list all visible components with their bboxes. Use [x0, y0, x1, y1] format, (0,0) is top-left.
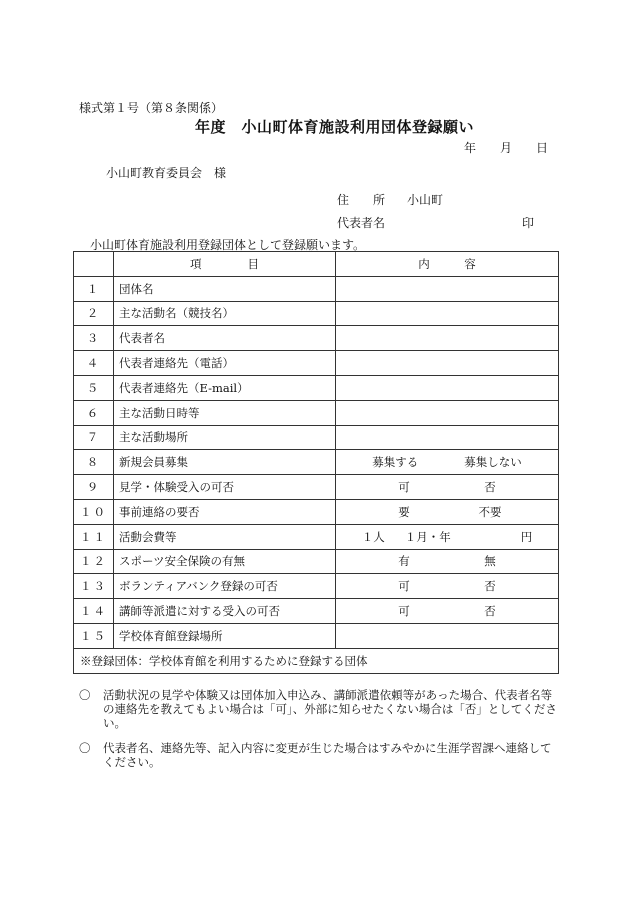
option-2[interactable]: 否 — [484, 604, 496, 619]
row-content-cell[interactable] — [336, 400, 559, 425]
table-footnote: ※登録団体：学校体育館を利用するために登録する団体 — [74, 648, 559, 673]
row-content-cell[interactable] — [336, 276, 559, 301]
date-month-label: 月 — [500, 141, 513, 155]
row-content-cell[interactable] — [336, 599, 559, 624]
row-item-label: 見学・体験受入の可否 — [114, 475, 336, 500]
footnote-row — [74, 648, 559, 673]
table-row — [74, 276, 559, 301]
row-content-cell[interactable] — [336, 499, 559, 524]
row-number: ５ — [74, 375, 114, 400]
row-number: ２ — [74, 301, 114, 326]
option-2[interactable]: 募集しない — [464, 455, 522, 470]
row-content-cell[interactable] — [336, 375, 559, 400]
row-item-label: 主な活動場所 — [114, 425, 336, 450]
table-row — [74, 574, 559, 599]
fee-period: １月・年 — [404, 529, 451, 544]
row-content-cell[interactable] — [336, 351, 559, 376]
row-item-label: 代表者連絡先（E-mail） — [114, 375, 336, 400]
header-item: 項 目 — [114, 252, 336, 277]
representative-label: 代表者名 — [337, 216, 386, 230]
fee-unit-person: １人 — [361, 529, 385, 544]
option-1[interactable]: 可 — [398, 604, 410, 619]
form-number: 様式第１号（第８条関係） — [79, 101, 224, 115]
table-row — [74, 524, 559, 549]
table-row — [74, 475, 559, 500]
table-row — [74, 549, 559, 574]
note-bullet: 〇 — [79, 741, 91, 755]
row-number: １１ — [74, 524, 114, 549]
option-2[interactable]: 否 — [484, 579, 496, 594]
date-year-label: 年 — [464, 141, 477, 155]
table-row — [74, 425, 559, 450]
row-item-label: 主な活動名（競技名） — [114, 301, 336, 326]
row-number: ８ — [74, 450, 114, 475]
page-title: 年度 小山町体育施設利用団体登録願い — [195, 118, 475, 136]
option-1[interactable]: 有 — [398, 554, 410, 569]
row-number: １２ — [74, 549, 114, 574]
row-number: ７ — [74, 425, 114, 450]
option-2[interactable]: 否 — [484, 480, 496, 495]
row-item-label: 活動会費等 — [114, 524, 336, 549]
row-item-label: 代表者連絡先（電話） — [114, 351, 336, 376]
row-item-label: 講師等派遣に対する受入の可否 — [114, 599, 336, 624]
table-row — [74, 301, 559, 326]
row-content-cell[interactable] — [336, 524, 559, 549]
row-content-cell[interactable] — [336, 450, 559, 475]
row-item-label: スポーツ安全保険の有無 — [114, 549, 336, 574]
row-content-cell[interactable] — [336, 326, 559, 351]
row-number: ４ — [74, 351, 114, 376]
option-1[interactable]: 可 — [398, 579, 410, 594]
row-item-label: 代表者名 — [114, 326, 336, 351]
header-content: 内 容 — [336, 252, 559, 277]
row-content-cell[interactable] — [336, 475, 559, 500]
table-row — [74, 326, 559, 351]
table-row — [74, 400, 559, 425]
row-item-label: 事前連絡の要否 — [114, 499, 336, 524]
note-text: 活動状況の見学や体験又は団体加入申込み、講師派遣依頼等があった場合、代表者名等の連絡先を教えてもよい場合は「可」、外部に知らせたくない場合は「否」としてください。 — [103, 688, 557, 730]
row-number: ３ — [74, 326, 114, 351]
row-item-label: ボランティアバンク登録の可否 — [114, 574, 336, 599]
option-2[interactable]: 無 — [484, 554, 496, 569]
table-row — [74, 499, 559, 524]
row-item-label: 主な活動日時等 — [114, 400, 336, 425]
table-row — [74, 623, 559, 648]
table-row — [74, 450, 559, 475]
option-2[interactable]: 不要 — [478, 504, 502, 519]
row-content-cell[interactable] — [336, 549, 559, 574]
row-number: １ — [74, 276, 114, 301]
seal-mark: 印 — [522, 216, 535, 230]
row-number: １４ — [74, 599, 114, 624]
row-content-cell[interactable] — [336, 425, 559, 450]
option-1[interactable]: 要 — [398, 504, 410, 519]
fee-currency: 円 — [520, 529, 533, 544]
option-1[interactable]: 可 — [398, 480, 410, 495]
row-item-label: 学校体育館登録場所 — [114, 623, 336, 648]
row-item-label: 新規会員募集 — [114, 450, 336, 475]
table-row — [74, 375, 559, 400]
table-row — [74, 599, 559, 624]
note-bullet: 〇 — [79, 688, 91, 702]
table-header-row — [74, 252, 559, 277]
header-no — [74, 252, 114, 277]
note-text: 代表者名、連絡先等、記入内容に変更が生じた場合はすみやかに生涯学習課へ連絡してください。 — [103, 741, 552, 769]
address-label: 住 所 — [337, 193, 386, 207]
row-number: ６ — [74, 400, 114, 425]
address-value: 小山町 — [407, 193, 444, 207]
table-row — [74, 351, 559, 376]
row-number: １３ — [74, 574, 114, 599]
row-item-label: 団体名 — [114, 276, 336, 301]
row-content-cell[interactable] — [336, 574, 559, 599]
registration-table — [73, 251, 559, 674]
row-content-cell[interactable] — [336, 301, 559, 326]
row-number: ９ — [74, 475, 114, 500]
date-day-label: 日 — [536, 141, 549, 155]
option-1[interactable]: 募集する — [372, 455, 419, 470]
addressee: 小山町教育委員会 様 — [106, 166, 227, 180]
row-number: １０ — [74, 499, 114, 524]
request-text: 小山町体育施設利用登録団体として登録願います。 — [90, 238, 366, 252]
row-content-cell[interactable] — [336, 623, 559, 648]
row-number: １５ — [74, 623, 114, 648]
